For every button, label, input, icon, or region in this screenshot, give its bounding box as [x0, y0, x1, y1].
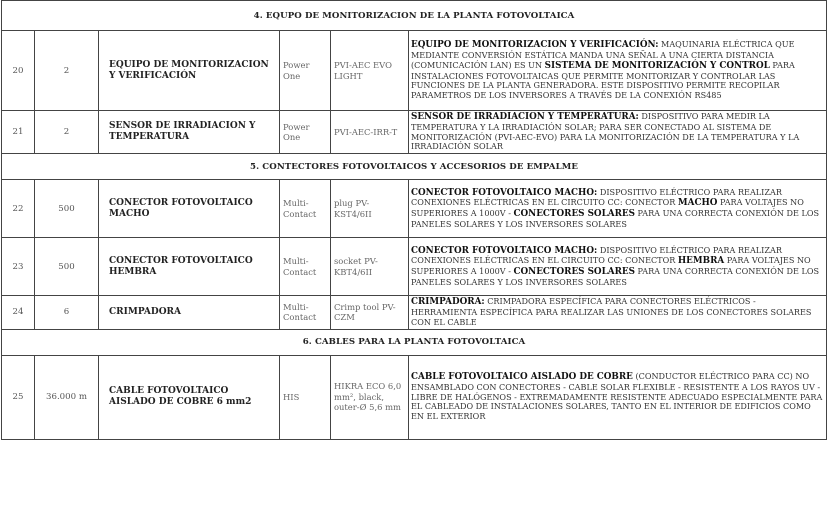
item-name-cell: CONECTOR FOTOVOLTAICO HEMBRA — [99, 238, 280, 296]
description-text: PARA INSTALACIONES FOTOVOLTAICAS QUE PERMITE MONITORIZAR Y CONTROLAR LAS FUNCIONES DE LA PLANTA GENERADORA. ESTE DISPOSITIVO PERMITE RECOPILAR PARAMETROS DE LOS INVERSORES A TRAVÉS DE LA CONEXIÓN RS485 — [411, 59, 795, 101]
quantity-cell: 500 — [35, 180, 99, 238]
description-bold-text: CRIMPADORA: — [411, 297, 485, 308]
table-row — [2, 355, 827, 439]
description-cell — [409, 180, 827, 238]
description-text: DISPOSITIVO PARA MEDIR LA TEMPERATURA Y LA IRRADIACIÓN SOLAR; PARA SER CONECTADO AL SISTEMA DE MONITORIZACIÓN (PVI-AEC-EVO) PARA LA MONITORIZACIÓN DE LA TEMPERATURA Y LA IRRADIACIÓN SOLAR — [411, 111, 800, 152]
model-cell: plug PV-KST4/6II — [331, 180, 409, 238]
section-title: 6. CABLES PARA LA PLANTA FOTOVOLTAICA — [2, 329, 827, 355]
section-header-row — [2, 329, 827, 355]
description-bold-text: CONECTOR FOTOVOLTAICO MACHO: — [411, 187, 598, 198]
item-number-cell: 25 — [2, 355, 35, 439]
description-text: PARA UNA CORRECTA CONEXIÓN DE LOS PANELES SOLARES Y LOS INVERSORES SOLARES — [411, 208, 820, 229]
brand-cell: Multi-Contact — [280, 238, 331, 296]
item-name-cell: CONECTOR FOTOVOLTAICO MACHO — [99, 180, 280, 238]
description-bold-text: CONECTORES SOLARES — [513, 209, 635, 220]
brand-cell: HIS — [280, 355, 331, 439]
brand-cell: Power One — [280, 31, 331, 111]
section-title: 5. CONTECTORES FOTOVOLTAICOS Y ACCESORIOS DE EMPALME — [2, 154, 827, 180]
item-number-cell: 23 — [2, 238, 35, 296]
description-bold-text: CABLE FOTOVOLTAICO AISLADO DE COBRE — [411, 372, 633, 383]
description-text: PARA UNA CORRECTA CONEXIÓN DE LOS PANELES SOLARES Y LOS INVERSORES SOLARES — [411, 266, 820, 287]
model-cell: HIKRA ECO 6,0 mm², black, outer-Ø 5,6 mm — [331, 355, 409, 439]
model-cell: PVI-AEC-IRR-T — [331, 111, 409, 154]
item-number-cell: 24 — [2, 296, 35, 329]
description-bold-text: SISTEMA DE MONITORIZACIÓN Y CONTROL — [544, 60, 770, 71]
description-text: MAQUINARIA ELÉCTRICA QUE MEDIANTE CONVERSIÓN ESTÁTICA MANDA UNA SEÑAL A UNA CIERTA DISTANCIA (COMUNICACIÓN LAN) ES UN — [411, 39, 795, 70]
brand-cell: Power One — [280, 111, 331, 154]
description-bold-text: HEMBRA — [677, 256, 725, 267]
description-bold-text: CONECTORES SOLARES — [513, 267, 635, 278]
description-text: PARA VOLTAJES NO SUPERIORES A 1000V - — [411, 255, 811, 277]
item-number-cell: 22 — [2, 180, 35, 238]
description-text: DISPOSITIVO ELÉCTRICO PARA REALIZAR CONEXIONES ELÉCTRICAS EN EL CIRCUITO CC: CONECTOR — [411, 186, 782, 208]
description-text: PARA VOLTAJES NO SUPERIORES A 1000V - — [411, 197, 804, 219]
quantity-cell: 500 — [35, 238, 99, 296]
item-name-cell: EQUIPO DE MONITORIZACION Y VERIFICACIÓN — [99, 31, 280, 111]
item-name-cell: CRIMPADORA — [99, 296, 280, 329]
description-text: (CONDUCTOR ELÉCTRICO PARA CC) NO ENSAMBLADO CON CONECTORES - CABLE SOLAR FLEXIBLE - RESISTENTE A LOS RAYOS UV - LIBRE DE HALÓGENOS - EXTREMADAMENTE RESISTENTE ADECUADO ESPECIALMENTE PARA EL CABLEADO DE INSTALACIONES SOLARES, TANTO EN EL INTERIOR DE EDIFICIOS COMO EN EL EXTERIOR — [411, 371, 823, 422]
model-cell: PVI-AEC EVO LIGHT — [331, 31, 409, 111]
quantity-cell: 36.000 m — [35, 355, 99, 439]
description-bold-text: EQUIPO DE MONITORIZACION Y VERIFICACIÓN: — [411, 40, 659, 51]
item-number-cell: 20 — [2, 31, 35, 111]
section-header-row — [2, 1, 827, 31]
table-row — [2, 180, 827, 238]
description-text: DISPOSITIVO ELÉCTRICO PARA REALIZAR CONEXIONES ELÉCTRICAS EN EL CIRCUITO CC: CONECTOR — [411, 244, 782, 266]
item-number-cell: 21 — [2, 111, 35, 154]
quantity-cell: 2 — [35, 31, 99, 111]
table-row — [2, 111, 827, 154]
table-row — [2, 31, 827, 111]
description-bold-text: CONECTOR FOTOVOLTAICO MACHO: — [411, 245, 598, 256]
description-cell — [409, 238, 827, 296]
equipment-table — [1, 0, 827, 440]
table-row — [2, 296, 827, 329]
quantity-cell: 2 — [35, 111, 99, 154]
quantity-cell: 6 — [35, 296, 99, 329]
table-row — [2, 238, 827, 296]
description-bold-text: MACHO — [677, 198, 718, 209]
description-text: CRIMPADORA ESPECÍFICA PARA CONECTORES ELÉCTRICOS - HERRAMIENTA ESPECÍFICA PARA REALIZAR LAS UNIONES DE LOS CONECTORES SOLARES CON EL CABLE — [411, 296, 812, 327]
description-cell — [409, 111, 827, 154]
section-title: 4. EQUPO DE MONITORIZACION DE LA PLANTA FOTOVOLTAICA — [2, 1, 827, 31]
equipment-table-page — [1, 0, 826, 440]
model-cell: socket PV-KBT4/6II — [331, 238, 409, 296]
item-name-cell: SENSOR DE IRRADIACION Y TEMPERATURA — [99, 111, 280, 154]
description-cell — [409, 355, 827, 439]
brand-cell: Multi-Contact — [280, 180, 331, 238]
description-cell — [409, 296, 827, 329]
description-cell — [409, 31, 827, 111]
section-header-row — [2, 154, 827, 180]
brand-cell: Multi-Contact — [280, 296, 331, 329]
description-bold-text: SENSOR DE IRRADIACION Y TEMPERATURA: — [411, 112, 639, 122]
model-cell: Crimp tool PV-CZM — [331, 296, 409, 329]
item-name-cell: CABLE FOTOVOLTAICO AISLADO DE COBRE 6 mm2 — [99, 355, 280, 439]
